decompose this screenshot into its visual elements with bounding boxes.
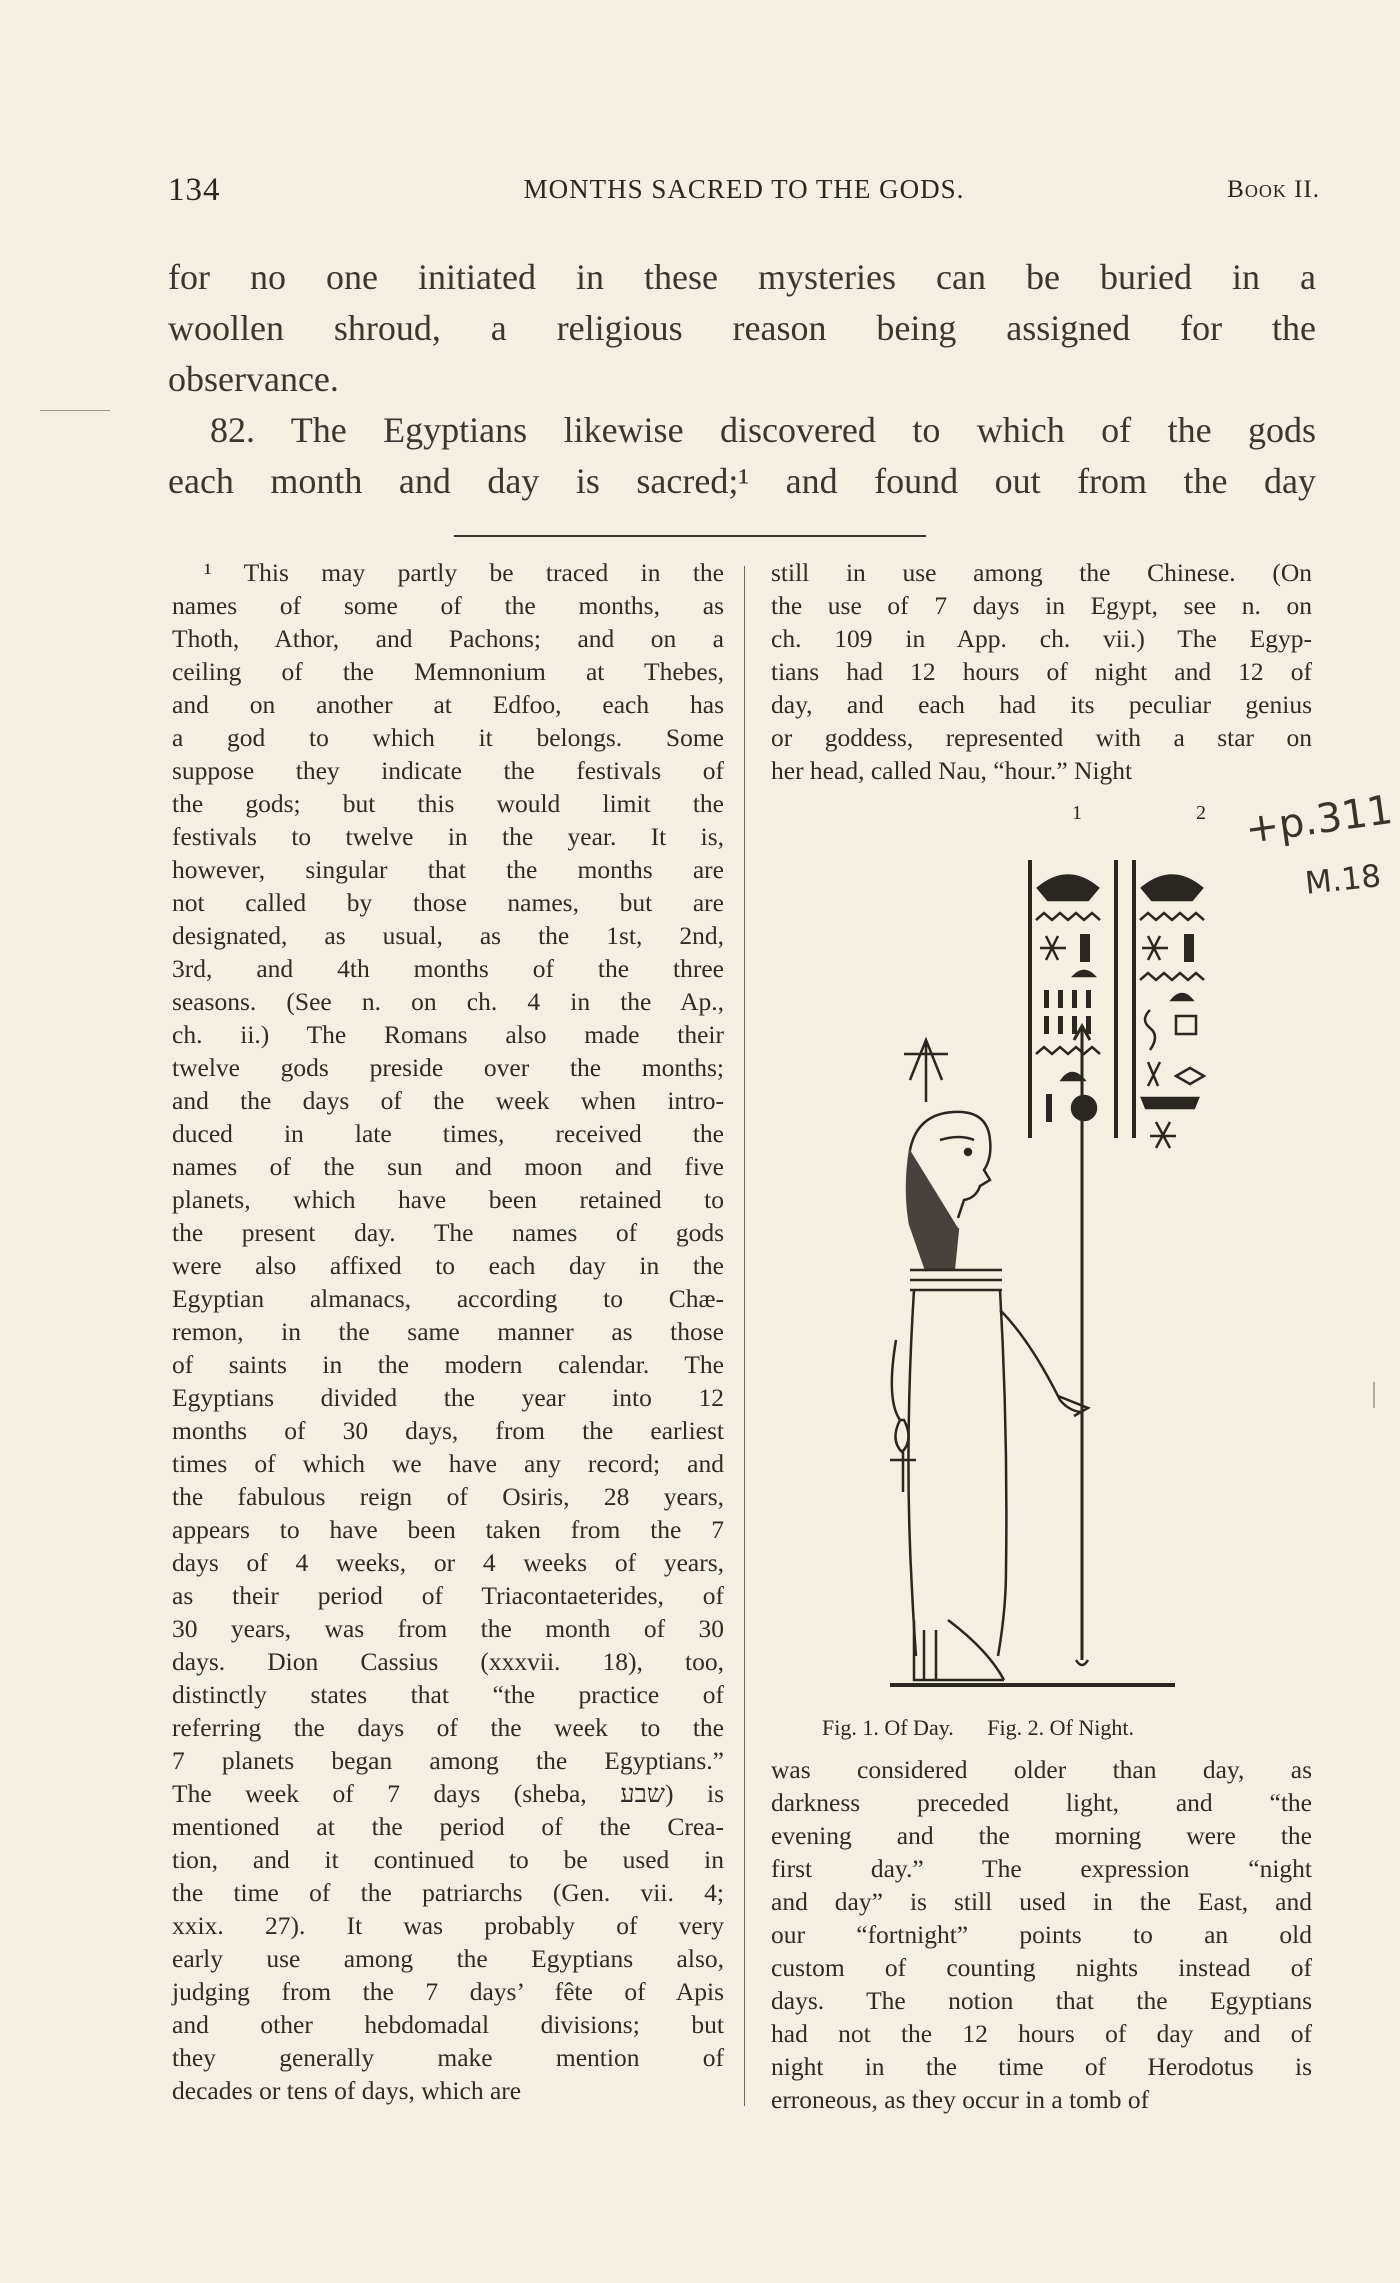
footnote-line: twelve gods preside over the months;: [172, 1053, 724, 1082]
footnote-line: early use among the Egyptians also,: [172, 1944, 724, 1973]
footnote-line: ceiling of the Memnonium at Thebes,: [172, 657, 724, 686]
hieroglyph-column-1: [1028, 860, 1118, 1138]
footnote-line: day, and each had its peculiar genius: [771, 690, 1312, 719]
footnote-line: designated, as usual, as the 1st, 2nd,: [172, 921, 724, 950]
running-head: [168, 172, 1320, 212]
footnote-line: duced in late times, received the: [172, 1119, 724, 1148]
footnote-line: remon, in the same manner as those: [172, 1317, 724, 1346]
main-text-line: observance.: [168, 359, 339, 399]
footnote-line: distinctly states that “the practice of: [172, 1680, 724, 1709]
main-text-line: 82. The Egyptians likewise discovered to which of the gods: [210, 410, 1316, 450]
margin-mark: [40, 410, 110, 411]
footnote-line: and day” is still used in the East, and: [771, 1887, 1312, 1916]
footnote-right-column-top: [771, 556, 1312, 787]
figure-label-1: 1: [1072, 802, 1082, 824]
footnote-line: still in use among the Chinese. (On: [771, 558, 1312, 587]
footnote-line: the fabulous reign of Osiris, 28 years,: [172, 1482, 724, 1511]
margin-mark: [1373, 1382, 1375, 1408]
footnote-line: referring the days of the week to the: [172, 1713, 724, 1742]
footnote-line: and on another at Edfoo, each has: [172, 690, 724, 719]
footnote-line: and the days of the week when intro-: [172, 1086, 724, 1115]
pencil-annotation: +p.311: [1242, 786, 1396, 854]
footnote-line: planets, which have been retained to: [172, 1185, 724, 1214]
footnote-line: the present day. The names of gods: [172, 1218, 724, 1247]
footnote-line: was considered older than day, as: [771, 1755, 1312, 1784]
footnote-line: ch. ii.) The Romans also made their: [172, 1020, 724, 1049]
footnote-line: Egyptian almanacs, according to Chæ-: [172, 1284, 724, 1313]
book-label: Book II.: [1227, 176, 1320, 203]
footnote-line: of saints in the modern calendar. The: [172, 1350, 724, 1379]
footnote-line: the gods; but this would limit the: [172, 789, 724, 818]
footnote-line: 30 years, was from the month of 30: [172, 1614, 724, 1643]
footnote-line: times of which we have any record; and: [172, 1449, 724, 1478]
footnote-line: decades or tens of days, which are: [172, 2076, 522, 2105]
footnote-line: days. The notion that the Egyptians: [771, 1986, 1312, 2015]
footnote-line: night in the time of Herodotus is: [771, 2052, 1312, 2081]
figure-label-2: 2: [1196, 802, 1206, 824]
footnote-line: her head, called Nau, “hour.” Night: [771, 756, 1133, 785]
footnote-line: mentioned at the period of the Crea-: [172, 1812, 724, 1841]
footnote-line: months of 30 days, from the earliest: [172, 1416, 724, 1445]
running-title: MONTHS SACRED TO THE GODS.: [523, 174, 965, 204]
footnote-line: The week of 7 days (sheba, שבע) is: [172, 1779, 724, 1808]
footnote-line: 3rd, and 4th months of the three: [172, 954, 724, 983]
footnote-line: festivals to twelve in the year. It is,: [172, 822, 724, 851]
footnote-line: Egyptians divided the year into 12: [172, 1383, 724, 1412]
footnote-line: tion, and it continued to be used in: [172, 1845, 724, 1874]
footnote-right-column-bottom: [771, 1753, 1312, 2116]
column-divider: [744, 566, 745, 2106]
footnote-line: custom of counting nights instead of: [771, 1953, 1312, 1982]
footnote-line: 7 planets began among the Egyptians.”: [172, 1746, 724, 1775]
footnote-line: they generally make mention of: [172, 2043, 724, 2072]
figure-caption-1: Fig. 1. Of Day.: [822, 1715, 954, 1740]
footnote-line: erroneous, as they occur in a tomb of: [771, 2085, 1150, 2114]
pencil-annotation: M.18: [1303, 858, 1383, 902]
footnote-line: ¹ This may partly be traced in the: [204, 558, 724, 587]
footnote-line: days. Dion Cassius (xxxvii. 18), too,: [172, 1647, 724, 1676]
footnote-line: not called by those names, but are: [172, 888, 724, 917]
footnote-line: seasons. (See n. on ch. 4 in the Ap.,: [172, 987, 724, 1016]
footnote-line: evening and the morning were the: [771, 1821, 1312, 1850]
footnote-line: judging from the 7 days’ fête of Apis: [172, 1977, 724, 2006]
footnote-line: the use of 7 days in Egypt, see n. on: [771, 591, 1312, 620]
footnote-line: and other hebdomadal divisions; but: [172, 2010, 724, 2039]
footnote-rule: [454, 535, 926, 537]
footnote-line: names of some of the months, as: [172, 591, 724, 620]
footnote-line: or goddess, represented with a star on: [771, 723, 1312, 752]
footnote-line: tians had 12 hours of night and 12 of: [771, 657, 1312, 686]
main-text: [168, 252, 1316, 507]
footnote-line: as their period of Triacontaeterides, of: [172, 1581, 724, 1610]
footnote-line: names of the sun and moon and five: [172, 1152, 724, 1181]
main-text-line: woollen shroud, a religious reason being assigned for the: [168, 308, 1316, 348]
footnote-line: Thoth, Athor, and Pachons; and on a: [172, 624, 724, 653]
footnote-line: however, singular that the months are: [172, 855, 724, 884]
footnote-left-column: [172, 556, 724, 2107]
footnote-line: ch. 109 in App. ch. vii.) The Egyp-: [771, 624, 1312, 653]
hieroglyph-column-2: [1132, 860, 1220, 1148]
main-text-line: each month and day is sacred;¹ and found out from the day: [168, 461, 1316, 501]
footnote-line: had not the 12 hours of day and of: [771, 2019, 1312, 2048]
figure-caption-2: Fig. 2. Of Night.: [987, 1715, 1134, 1740]
footnote-line: the time of the patriarchs (Gen. vii. 4;: [172, 1878, 724, 1907]
footnote-line: first day.” The expression “night: [771, 1854, 1312, 1883]
figure-caption: [822, 1715, 1272, 1741]
footnote-line: darkness preceded light, and “the: [771, 1788, 1312, 1817]
footnote-line: xxix. 27). It was probably of very: [172, 1911, 724, 1940]
footnote-line: appears to have been taken from the 7: [172, 1515, 724, 1544]
footnote-line: a god to which it belongs. Some: [172, 723, 724, 752]
footnote-line: suppose they indicate the festivals of: [172, 756, 724, 785]
main-text-line: for no one initiated in these mysteries can be buried in a: [168, 257, 1316, 297]
goddess-figure-illustration: [850, 840, 1220, 1700]
footnote-line: our “fortnight” points to an old: [771, 1920, 1312, 1949]
footnote-line: were also affixed to each day in the: [172, 1251, 724, 1280]
footnote-line: days of 4 weeks, or 4 weeks of years,: [172, 1548, 724, 1577]
page-number: 134: [168, 172, 221, 208]
